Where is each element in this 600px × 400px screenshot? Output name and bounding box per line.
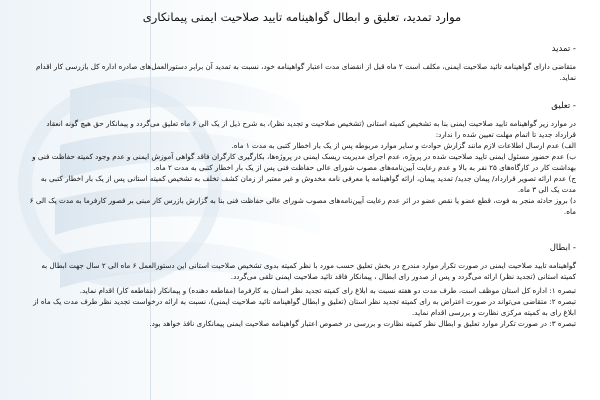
revocation-note-3: تبصره ۳: در صورت تکرار موارد تعلیق و ابطال نظر کمیته نظارت و بررسی در خصوص اعتبار گواهینامه صلاحیت ایمنی پیمانکاری نافذ خواهد بود.: [149, 319, 576, 328]
suspension-item-b: ب) عدم حضور مسئول ایمنی تایید صلاحیت شده در پروژه، عدم اجرای مدیریت ریسک ایمنی در پروژه‌ها، بکارگیری کارگران فاقد گواهی آموزش ایمنی و عدم وجود کمیته حفاظت فنی و بهداشت کار در کارگاه‌های ۲۵ نفر به بالا و عدم رعایت آیین‌نامه‌های مصوب شورای عالی حفاظت فنی پس از یک بار اخطار کتبی به مدت ۲ ماه.: [32, 152, 576, 172]
suspension-heading: - تعلیق: [551, 101, 576, 111]
revocation-note-1: تبصره ۱: اداره کل استان موظف است، طرف مدت دو هفته نسبت به ابلاغ رای کمیته تجدید نظر استان به کارفرما (مقاطعه دهنده) و پیمانکار (مقاطعه کار) اقدام نماید.: [79, 286, 576, 295]
suspension-item-c: ج) عدم ارائه تصویر قرارداد/ پیمان جدید/ تمدید پیمان، ارائه گواهینامه یا معرفی نامه مخدوش و غیر معتبر از زمان کشف تخلف به تشخیص کمیته استانی پس از یک بار اخطار کتبی به مدت یک الی ۳ ماه.: [40, 174, 576, 194]
suspension-intro: در موارد زیر گواهینامه تایید صلاحیت ایمنی بنا به تشخیص کمیته استانی (تشخیص صلاحیت و تجدید نظر)، به شرح ذیل از یک الی ۶ ماه تعلیق می‌گردد و پیمانکار حق هیچ گونه انعقاد قرارداد جدید تا اتمام مهلت تعیین شده را ندارد:: [46, 119, 576, 139]
page-title: موارد تمدید، تعلیق و ابطال گواهینامه تایید صلاحیت ایمنی پیمانکاری: [142, 10, 462, 24]
extension-heading: - تمدید: [551, 44, 576, 54]
suspension-item-d: د) بروز حادثه منجر به فوت، قطع عضو یا نقص عضو در اثر عدم رعایت آیین‌نامه‌های مصوب شورای عالی حفاظت فنی بنا به گزارش بازرس کار مبنی بر قصور کارفرما به مدت یک الی ۶ ماه.: [29, 196, 576, 216]
revocation-intro: گواهینامه تایید صلاحیت ایمنی در صورت تکرار موارد مندرج در بخش تعلیق حسب مورد با نظر کمیته بدوی تشخیص صلاحیت استانی این دستورالعمل ۶ ماه الی ۲ سال جهت ابطال به کمیته استانی (تجدید نظر) ارائه می‌گردد و پس از صدور رای ابطال ، پیمانکار فاقد تائید صلاحیت ایمنی تلقی می‌گردد.: [41, 261, 576, 281]
revocation-note-2: تبصره ۲: متقاضی می‌تواند در صورت اعتراض به رای کمیته تجدید نظر استان (تعلیق و ابطال گواهینامه تائید صلاحیت ایمنی)، نسبت به ارائه درخواست تجدید نظر طرف مدت یک ماه از ابلاغ رای به کمیته مرکزی نظارت و بررسی اقدام نماید.: [33, 297, 576, 317]
document-body: [28, 10, 576, 329]
extension-text: متقاضی دارای گواهینامه تائید صلاحیت ایمنی، مکلف است ۲ ماه قبل از انقضای مدت اعتبار گواهینامه خود، نسبت به تمدید آن برابر دستورالعمل‌های صادره اداره کل بازرسی کار اقدام نماید.: [35, 62, 576, 82]
suspension-item-a: الف) عدم ارسال اطلاعات لازم مانند گزارش حوادث و سایر موارد مربوطه پس از یک بار اخطار کتبی به مدت ۱ ماه.: [231, 141, 576, 150]
revocation-heading: - ابطال: [549, 243, 576, 253]
